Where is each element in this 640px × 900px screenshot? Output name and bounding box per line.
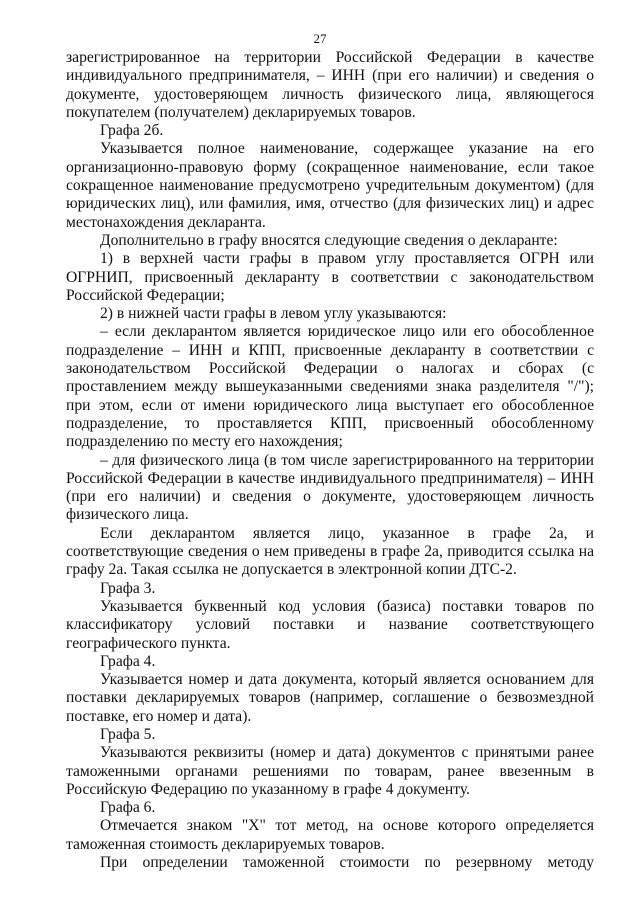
section-heading: Графа 5. [100,725,156,743]
section-heading: Графа 6. [100,799,156,817]
document-body [66,49,594,872]
section-heading: Графа 4. [100,652,156,670]
paragraph: Указываются реквизиты (номер и дата) документов с принятыми ранее таможенными органами решениями по товарам, ранее ввезенным в Российскую Федерацию по указанному в графе 4 документу. [66,744,594,798]
paragraph: При определении таможенной стоимости по резервному методу [100,854,594,872]
section-heading: Графа 3. [100,579,156,597]
paragraph: зарегистрированное на территории Российской Федерации в качестве индивидуального предпринимателя, – ИНН (при его наличии) и сведения о документе, удостоверяющем личность физического лица, являющегося покупателем (получателем) декларируемых товаров. [66,49,594,121]
paragraph: Отмечается знаком "X" тот метод, на основе которого определяется таможенная стоимость декларируемых товаров. [66,817,594,853]
paragraph: Указывается номер и дата документа, который является основанием для поставки декларируемых товаров (например, соглашение о безвозмездной поставке, его номер и дата). [66,671,594,725]
paragraph: Дополнительно в графу вносятся следующие сведения о декларанте: [100,231,558,249]
page-number: 27 [313,31,327,46]
paragraph: 1) в верхней части графы в правом углу проставляется ОГРН или ОГРНИП, присвоенный декларанту в соответствии с законодательством Российской Федерации; [66,250,594,304]
paragraph: Если декларантом является лицо, указанное в графе 2а, и соответствующие сведения о нем приведены в графе 2а, приводится ссылка на графу 2а. Такая ссылка не допускается в электронной копии ДТС-2. [66,524,594,579]
section-heading: Графа 2б. [100,122,164,140]
paragraph: Указывается буквенный код условия (базиса) поставки товаров по классификатору условий поставки и название соответствующего географического пункта. [66,597,594,652]
paragraph: Указывается полное наименование, содержащее указание на его организационно-правовую форму (сокращенное наименование, если такое сокращенное наименование предусмотрено учредительным документом) (для юридических лиц), или фамилия, имя, отчество (для физических лиц) и адрес местонахождения декларанта. [66,140,594,231]
paragraph: – если декларантом является юридическое лицо или его обособленное подразделение – ИНН и КПП, присвоенные декларанту в соответствии с законодательством Российской Федерации о налогах и сборах (с проставлением между вышеуказанными сведениями знака разделителя "/"); при этом, если от имени юридического лица выступает его обособленное подразделение, то проставляется КПП, присвоенный обособленному подразделению по месту его нахождения; [66,323,594,451]
paragraph: – для физического лица (в том числе зарегистрированного на территории Российской Федерации в качестве индивидуального предпринимателя) – ИНН (при его наличии) и сведения о документе, удостоверяющем личность физического лица. [66,451,594,524]
paragraph: 2) в нижней части графы в левом углу указываются: [100,305,447,323]
